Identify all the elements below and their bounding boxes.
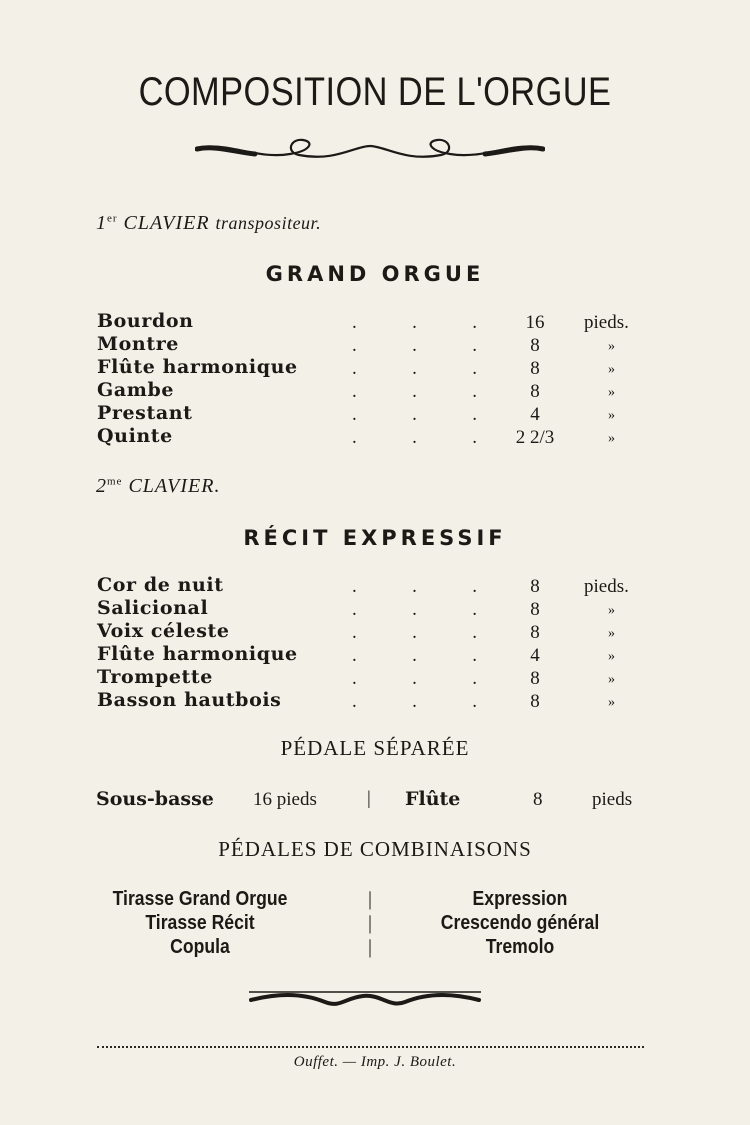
ditto-mark: »: [608, 649, 615, 664]
leader-dot: .: [352, 427, 357, 448]
stop-footage: 8: [530, 358, 540, 379]
ditto-mark: »: [608, 672, 615, 687]
ditto-mark: »: [608, 431, 615, 446]
footer-dotted-rule: [97, 1046, 644, 1048]
leader-dot: .: [412, 576, 417, 597]
pedale-separator: |: [367, 788, 371, 809]
clavier-2-label: CLAVIER.: [128, 475, 221, 497]
clavier-1-number: 1: [96, 212, 107, 234]
leader-dot: .: [352, 404, 357, 425]
leader-dot: .: [472, 599, 477, 620]
ditto-mark: »: [608, 408, 615, 423]
clavier-1-label: CLAVIER: [123, 212, 210, 234]
pedale-right-unit: pieds: [592, 789, 633, 810]
leader-dot: .: [472, 691, 477, 712]
ditto-mark: »: [608, 626, 615, 641]
leader-dot: .: [472, 381, 477, 402]
stop-name: Basson hautbois: [97, 689, 282, 711]
leader-dot: .: [412, 668, 417, 689]
flourish-ornament-top: [195, 132, 545, 172]
ditto-mark: »: [608, 362, 615, 377]
leader-dot: .: [352, 645, 357, 666]
stop-footage: 4: [530, 404, 540, 425]
combination-right-item: Tremolo: [485, 936, 555, 958]
stop-footage: 8: [530, 691, 540, 712]
leader-dots: [352, 312, 477, 334]
pedale-heading: PÉDALE SÉPARÉE: [280, 736, 470, 760]
leader-dot: .: [412, 645, 417, 666]
leader-dot: .: [472, 622, 477, 643]
leader-dot: .: [352, 358, 357, 379]
clavier-1-note: transpositeur.: [215, 213, 322, 233]
leader-dot: .: [472, 668, 477, 689]
printer-imprint: Ouffet. — Imp. J. Boulet.: [293, 1054, 457, 1070]
stop-footage: 8: [530, 622, 540, 643]
leader-dot: .: [352, 691, 357, 712]
leader-dots: [352, 622, 477, 644]
clavier-2-number: 2: [96, 475, 107, 497]
stop-name: Cor de nuit: [97, 574, 224, 596]
leader-dot: .: [472, 312, 477, 333]
leader-dot: .: [472, 427, 477, 448]
recit-heading: RÉCIT EXPRESSIF: [243, 526, 507, 550]
combination-separator: |: [368, 936, 373, 958]
leader-dots: [352, 335, 477, 357]
leader-dot: .: [472, 404, 477, 425]
leader-dot: .: [412, 335, 417, 356]
leader-dot: .: [412, 622, 417, 643]
stop-footage: 8: [530, 381, 540, 402]
clavier-1-line: [96, 212, 321, 235]
stop-footage: 8: [530, 668, 540, 689]
stop-unit: pieds.: [584, 576, 629, 597]
ditto-mark: »: [608, 695, 615, 710]
stop-name: Flûte harmonique: [97, 643, 298, 665]
leader-dot: .: [352, 335, 357, 356]
leader-dot: .: [412, 312, 417, 333]
leader-dots: [352, 668, 477, 690]
leader-dots: [352, 691, 477, 713]
clavier-1-suffix: er: [107, 212, 118, 225]
leader-dots: [352, 576, 477, 598]
stop-footage: 4: [530, 645, 540, 666]
combination-left-item: Copula: [170, 936, 230, 958]
stop-name: Gambe: [97, 379, 175, 401]
pedale-left-name: Sous-basse: [96, 788, 214, 810]
stop-unit: pieds.: [584, 312, 629, 333]
leader-dots: [352, 645, 477, 667]
leader-dot: .: [352, 381, 357, 402]
stop-name: Flûte harmonique: [97, 356, 298, 378]
stop-name: Trompette: [97, 666, 213, 688]
stop-name: Montre: [97, 333, 179, 355]
leader-dots: [352, 599, 477, 621]
stop-footage: 8: [530, 599, 540, 620]
stop-name: Salicional: [97, 597, 209, 619]
leader-dot: .: [472, 358, 477, 379]
leader-dot: .: [472, 335, 477, 356]
leader-dot: .: [352, 668, 357, 689]
ditto-mark: »: [608, 603, 615, 618]
leader-dots: [352, 358, 477, 380]
leader-dot: .: [352, 622, 357, 643]
leader-dot: .: [412, 427, 417, 448]
leader-dots: [352, 404, 477, 426]
pedale-left-value: 16 pieds: [253, 789, 317, 810]
stop-name: Voix céleste: [97, 620, 230, 642]
leader-dot: .: [472, 576, 477, 597]
stop-name: Quinte: [97, 425, 173, 447]
stop-footage: 2 2/3: [515, 427, 555, 448]
leader-dots: [352, 381, 477, 403]
leader-dot: .: [412, 381, 417, 402]
leader-dot: .: [412, 599, 417, 620]
leader-dot: .: [352, 576, 357, 597]
stop-footage: 8: [530, 335, 540, 356]
leader-dot: .: [472, 645, 477, 666]
leader-dot: .: [412, 358, 417, 379]
clavier-2-line: [96, 475, 220, 498]
ditto-mark: »: [608, 385, 615, 400]
pedale-right-value: 8: [533, 789, 543, 810]
combination-left-item: Tirasse Récit: [145, 912, 255, 934]
pedale-right-name: Flûte: [405, 788, 461, 810]
leader-dot: .: [412, 691, 417, 712]
combination-separator: |: [368, 888, 373, 910]
flourish-ornament-bottom: [245, 980, 485, 1014]
combination-left-item: Tirasse Grand Orgue: [112, 888, 288, 910]
combination-right-item: Expression: [472, 888, 568, 910]
leader-dot: .: [352, 599, 357, 620]
page-title: COMPOSITION DE L'ORGUE: [138, 70, 612, 114]
grand-orgue-heading: GRAND ORGUE: [265, 262, 485, 286]
leader-dot: .: [412, 404, 417, 425]
leader-dots: [352, 427, 477, 449]
stop-footage: 16: [525, 312, 545, 333]
stop-name: Bourdon: [97, 310, 194, 332]
stop-name: Prestant: [97, 402, 193, 424]
ditto-mark: »: [608, 339, 615, 354]
combination-separator: |: [368, 912, 373, 934]
clavier-2-suffix: me: [107, 475, 123, 488]
combinaisons-heading: PÉDALES DE COMBINAISONS: [218, 837, 532, 861]
leader-dot: .: [352, 312, 357, 333]
stop-footage: 8: [530, 576, 540, 597]
combination-right-item: Crescendo général: [440, 912, 600, 934]
